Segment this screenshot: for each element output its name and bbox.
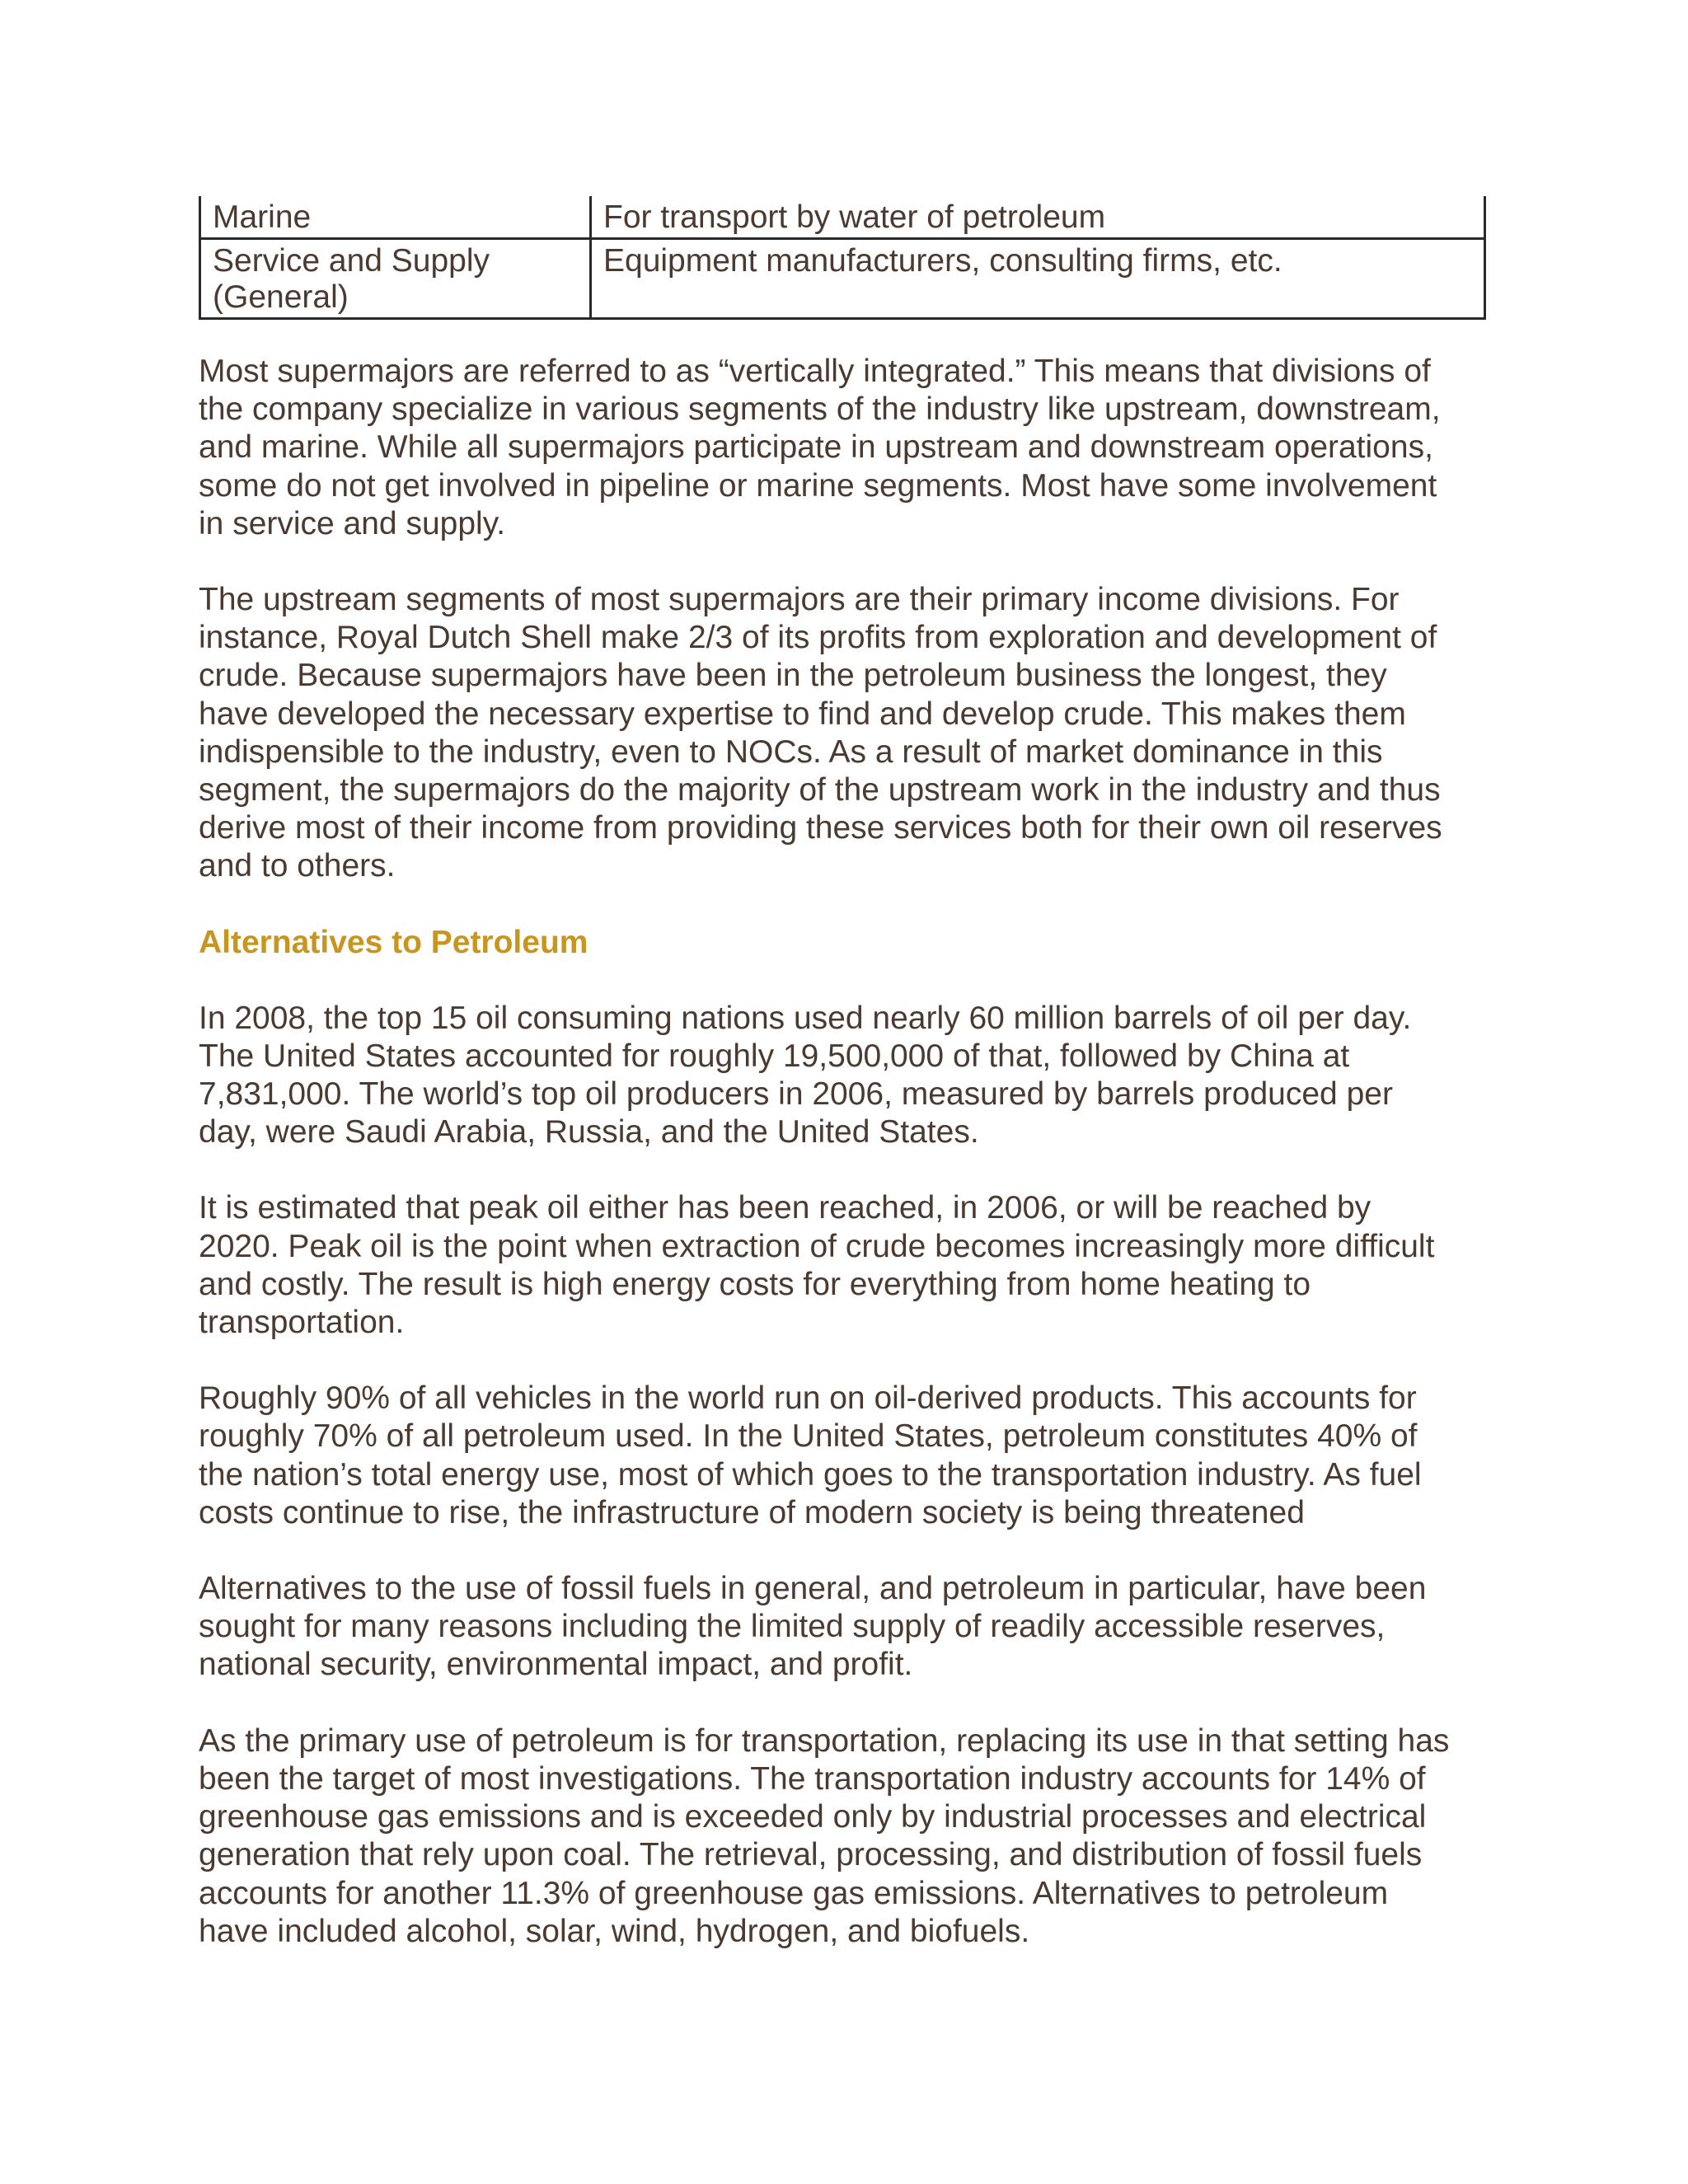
description-cell: Equipment manufacturers, consulting firms, etc. (591, 239, 1485, 319)
segment-cell: Service and Supply (General) (200, 239, 591, 319)
paragraph-oil-consumption: In 2008, the top 15 oil consuming nations used nearly 60 million barrels of oil per day. The United States accounted for roughly 19,500,000 of that, followed by China at 7,831,000. The world’s top oil producers in 2006, measured by barrels produced per day, were Saudi Arabia, Russia, and the United States. (199, 1000, 1412, 1151)
body-text (199, 353, 1493, 1989)
segments-table (199, 196, 1486, 320)
table-row (200, 196, 1485, 239)
paragraph-alternatives-reasons: Alternatives to the use of fossil fuels in general, and petroleum in particular, have been sought for many reasons including the limited supply of readily accessible reserves, national security, environmental impact, and profit. (199, 1571, 1427, 1683)
paragraph-vehicles: Roughly 90% of all vehicles in the world run on oil-derived products. This accounts for roughly 70% of all petroleum used. In the United States, petroleum constitutes 40% of the nation’s total energy use, most of which goes to the transportation industry. As fuel costs continue to rise, the infrastructure of modern society is being threatened (199, 1380, 1422, 1530)
paragraph-vertical-integration: Most supermajors are referred to as “vertically integrated.” This means that divisions of the company specialize in various segments of the industry like upstream, downstream, and marine. While all supermajors participate in upstream and downstream operations, some do not get involved in pipeline or marine segments. Most have some involvement in service and supply. (199, 354, 1441, 541)
paragraph-transportation: As the primary use of petroleum is for transportation, replacing its use in that setting has been the target of most investigations. The transportation industry accounts for 14% of greenhouse gas emissions and is exceeded only by industrial processes and electrical generation that rely upon coal. The retrieval, processing, and distribution of fossil fuels accounts for another 11.3% of greenhouse gas emissions. Alternatives to petroleum have included alcohol, solar, wind, hydrogen, and biofuels. (199, 1722, 1450, 1949)
paragraph-upstream-segments: The upstream segments of most supermajors are their primary income divisions. For instance, Royal Dutch Shell make 2/3 of its profits from exploration and development of crude. Because supermajors have been in the petroleum business the longest, they have developed the necessary expertise to find and develop crude. This makes them indispensible to the industry, even to NOCs. As a result of market dominance in this segment, the supermajors do the majority of the upstream work in the industry and thus derive most of their income from providing these services both for their own oil reserves and to others. (199, 582, 1442, 884)
description-cell: For transport by water of petroleum (591, 196, 1485, 239)
segment-cell: Marine (200, 196, 591, 239)
table-row (200, 239, 1485, 319)
paragraph-peak-oil: It is estimated that peak oil either has been reached, in 2006, or will be reached by 2020. Peak oil is the point when extraction of crude becomes increasingly more difficult and costly. The result is high energy costs for everything from home heating to transportation. (199, 1190, 1435, 1341)
section-heading: Alternatives to Petroleum (199, 924, 588, 960)
industry-segments-table (199, 196, 1486, 320)
